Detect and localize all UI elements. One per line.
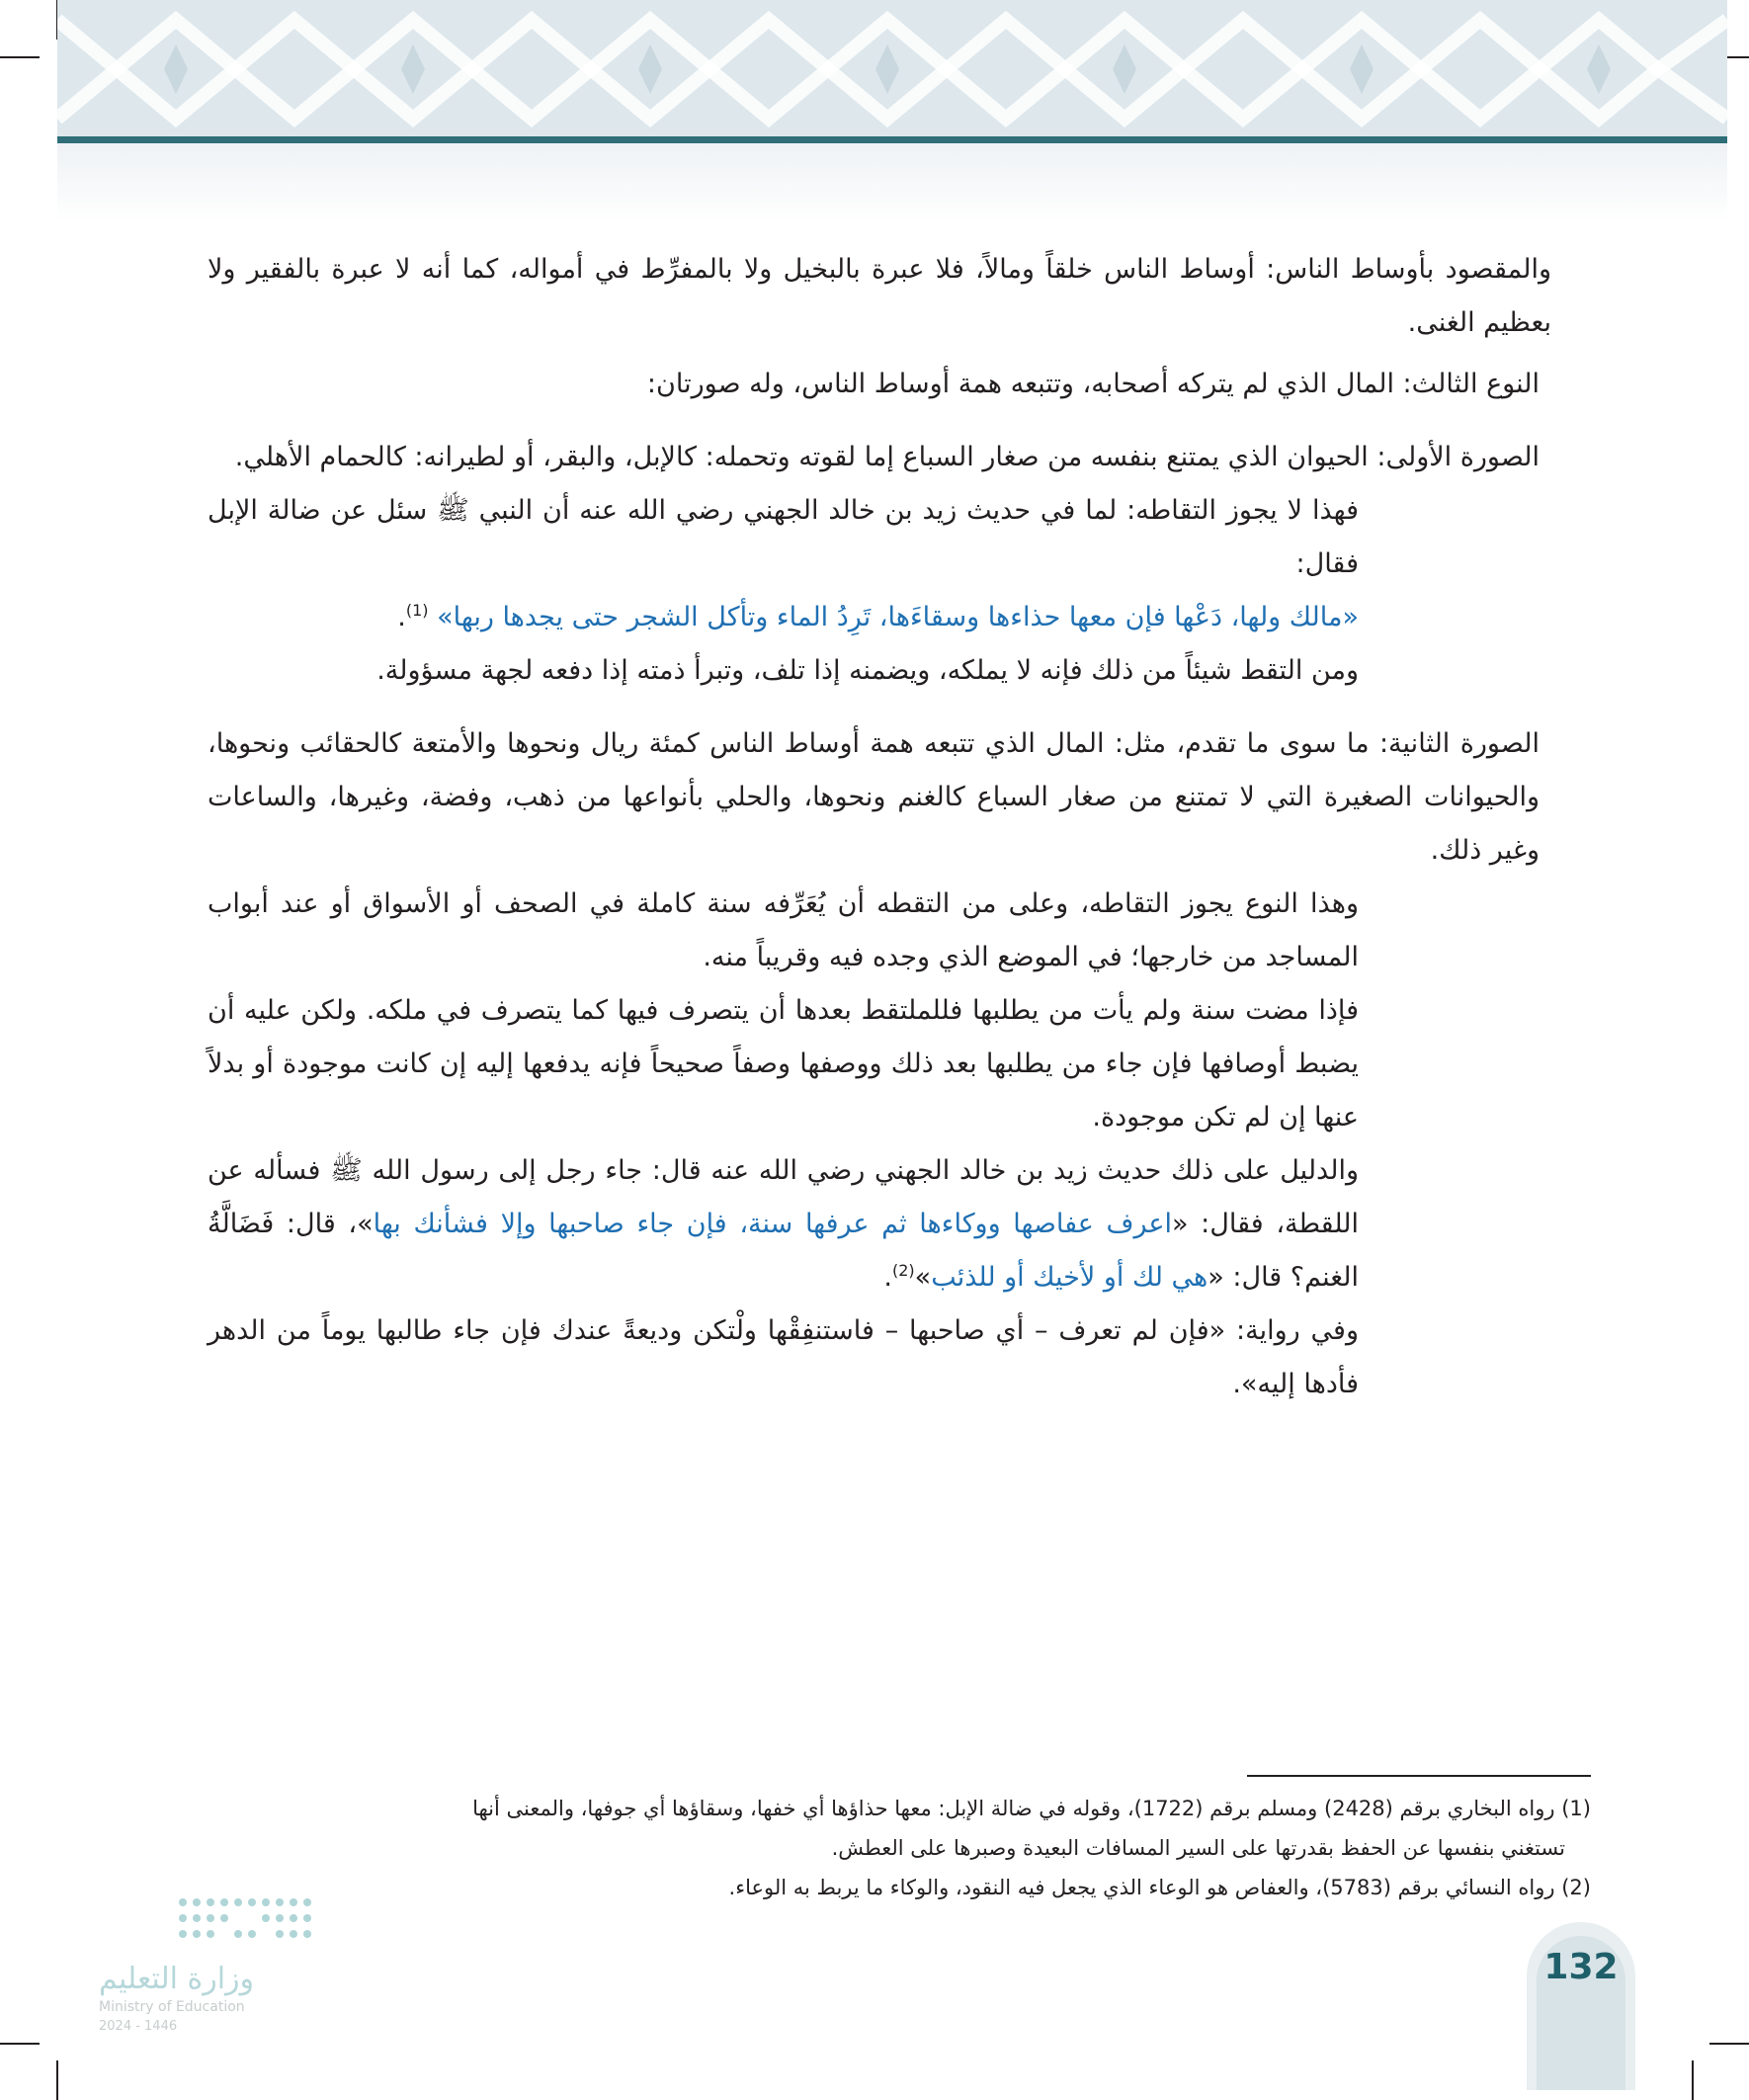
hadith-quote: اعرف عفاصها ووكاءها ثم عرفها سنة، فإن جاء صاحبها وإلا فشأنك بها [373,1209,1173,1239]
paragraph [208,484,1551,698]
crop-mark [0,2043,40,2045]
hadith-quote: هي لك أو لأخيك أو للذئب [931,1262,1208,1293]
punctuation: . [883,1262,892,1293]
footnote-rule [1247,1775,1591,1777]
punctuation: . [397,602,406,632]
paragraph-text: والدليل على ذلك حديث زيد بن خالد الجهني رضي الله عنه قال: جاء رجل إلى رسول الله ﷺ فسأله عن اللقطة، فقال: « [208,1155,1359,1239]
main-text [208,243,1551,1411]
logo-arabic: وزارة التعليم [99,1962,255,1996]
paragraph: النوع الثالث: المال الذي لم يتركه أصحابه، وتتبعه همة أوساط الناس، وله صورتان: [646,369,1540,399]
footnote: (2) رواه النسائي برقم (5783)، والعفاص هو الوعاء الذي يجعل فيه النقود، والوكاء ما يربط به الوعاء. [728,1876,1591,1899]
paragraph: وفي رواية: «فإن لم تعرف – أي صاحبها – فاستنفِقْها ولْتكن وديعةً عندك فإن جاء طالبها يوماً من الدهر فأدها إليه». [208,1315,1359,1399]
footnote: تستغني بنفسها عن الحفظ بقدرتها على السير المسافات البعيدة وصبرها على العطش. [831,1836,1565,1860]
footnote-ref: (1) [405,601,429,620]
footnote: (1) رواه البخاري برقم (2428) ومسلم برقم (1722)، وقوله في ضالة الإبل: معها حذاؤها أي خفها، وسقاؤها أي جوفها، والمعنى أنها [472,1797,1591,1820]
hadith-quote: «مالك ولها، دَعْها فإن معها حذاءها وسقاءَها، تَرِدُ الماء وتأكل الشجر حتى يجدها ربها» [437,602,1359,632]
paragraph: والمقصود بأوساط الناس: أوساط الناس خلقاً ومالاً، فلا عبرة بالبخيل ولا بالمفرِّط في أمواله، كما أنه لا عبرة بالفقير ولا بعظيم الغنى. [208,254,1551,338]
logo-english: Ministry of Education [99,1999,245,2015]
paragraph-text: » [914,1262,932,1293]
paragraph: فإذا مضت سنة ولم يأت من يطلبها فللملتقط بعدها أن يتصرف فيها كما يتصرف في ملكه. ولكن عليه أن يضبط أوصافها فإن جاء من يطلبها بعد ذلك ووصفها وصفاً صحيحاً فإنه يدفعها إليه إن كانت موجودة أو بدلاً عنها إن لم تكن موجودة. [208,995,1359,1133]
header-pattern [57,0,1727,140]
logo-dots-icon [173,1892,321,1952]
paragraph: الصورة الأولى: الحيوان الذي يمتنع بنفسه من صغار السباع إما لقوته وتحمله: كالإبل، والبقر، أو لطيرانه: كالحمام الأهلي. [234,442,1540,472]
crop-mark [1709,2043,1749,2045]
logo-year: 2024 - 1446 [99,2019,178,2034]
crop-mark [56,2060,58,2100]
crop-mark [0,56,40,58]
paragraph-text: ومن التقط شيئاً من ذلك فإنه لا يملكه، ويضمنه إذا تلف، وتبرأ ذمته إذا دفعه لجهة مسؤولة. [376,655,1359,686]
paragraph [208,1144,1551,1304]
paragraph-text: »، قال: فَضَالَّةُ الغنم؟ قال: « [208,1209,1359,1293]
ministry-logo [94,1892,351,2041]
footnotes [287,1789,1591,1907]
footnote-ref: (2) [891,1261,915,1280]
paragraph-text: فهذا لا يجوز التقاطه: لما في حديث زيد بن خالد الجهني رضي الله عنه أن النبي ﷺ سئل عن ضالة الإبل فقال: [208,495,1359,579]
crop-mark [1692,2060,1694,2100]
header-rule [57,136,1727,143]
geometric-pattern-icon [57,0,1727,140]
paragraph: الصورة الثانية: ما سوى ما تقدم، مثل: المال الذي تتبعه همة أوساط الناس كمئة ريال ونحوها والأمتعة كالحقائب ونحوها، والحيوانات الصغيرة التي لا تمتنع من صغار السباع كالغنم ونحوها، والحلي بأنواعها من ذهب، وفضة، وغيرها، والساعات وغير ذلك. [208,728,1540,866]
paragraph: وهذا النوع يجوز التقاطه، وعلى من التقطه أن يُعَرِّفه سنة كاملة في الصحف أو الأسواق أو عند أبواب المساجد من خارجها؛ في الموضع الذي وجده فيه وقريباً منه. [208,888,1359,972]
header-fade [57,143,1727,222]
page-number: 132 [1543,1947,1619,1987]
